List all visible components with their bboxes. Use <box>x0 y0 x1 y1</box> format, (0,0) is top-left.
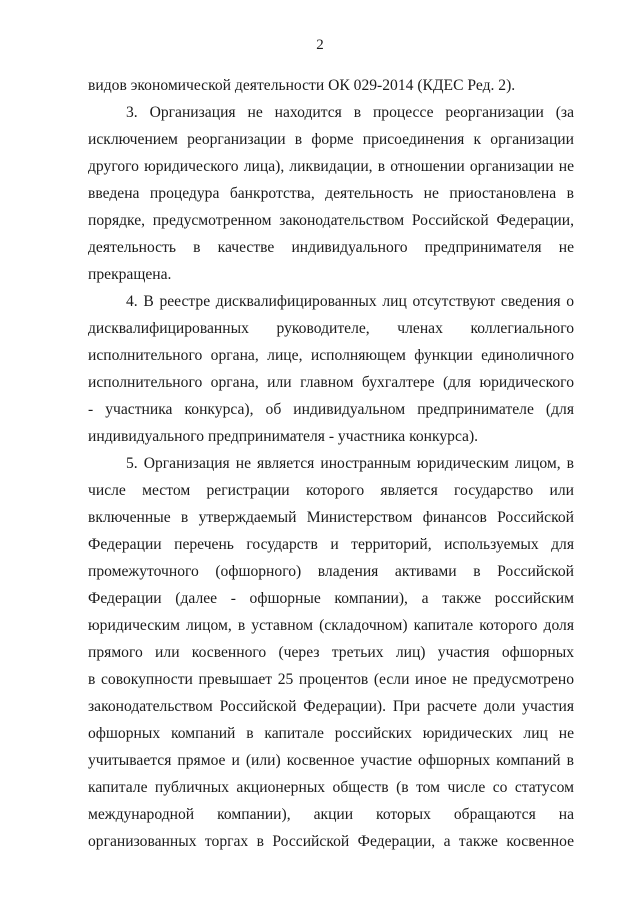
text-line: Федерации перечень государств и территорий, используемых для <box>88 536 574 553</box>
text-line: другого юридического лица), ликвидации, в отношении организации не <box>88 158 574 175</box>
text-line: - участника конкурса), об индивидуальном предпринимателе (для <box>88 401 574 418</box>
text-line: международной компании), акции которых обращаются на <box>88 806 574 823</box>
text-line: индивидуального предпринимателя - участника конкурса). <box>88 428 479 445</box>
text-line: исключением реорганизации в форме присоединения к организации <box>88 131 574 148</box>
text-line: исполнительного органа, лице, исполняющем функции единоличного <box>88 347 574 364</box>
text-line: 5. Организация не является иностранным юридическим лицом, в <box>126 455 574 472</box>
text-line: Федерации (далее - офшорные компании), а также российским <box>88 590 574 607</box>
text-line: прямого или косвенного (через третьих лиц) участия офшорных <box>88 644 574 661</box>
text-line: промежуточного (офшорного) владения активами в Российской <box>88 563 574 580</box>
text-line: видов экономической деятельности ОК 029-2014 (КДЕС Ред. 2). <box>88 77 516 94</box>
text-line: законодательством Российской Федерации). При расчете доли участия <box>88 698 574 715</box>
text-line: включенные в утверждаемый Министерством финансов Российской <box>88 509 574 526</box>
text-line: учитывается прямое и (или) косвенное участие офшорных компаний в <box>88 752 574 769</box>
page-number: 2 <box>316 37 324 53</box>
text-line: 3. Организация не находится в процессе реорганизации (за <box>126 104 574 121</box>
text-line: порядке, предусмотренном законодательством Российской Федерации, <box>88 212 574 229</box>
document-body <box>88 72 574 855</box>
text-line: в совокупности превышает 25 процентов (если иное не предусмотрено <box>88 671 574 688</box>
text-line: организованных торгах в Российской Федерации, а также косвенное <box>88 833 574 850</box>
text-line: 4. В реестре дисквалифицированных лиц отсутствуют сведения о <box>126 293 574 310</box>
text-line: юридическим лицом, в уставном (складочном) капитале которого доля <box>88 617 574 634</box>
text-line: исполнительного органа, или главном бухгалтере (для юридического <box>88 374 574 391</box>
text-line: прекращена. <box>88 266 172 283</box>
text-line: капитале публичных акционерных обществ (в том числе со статусом <box>88 779 574 796</box>
text-line: дисквалифицированных руководителе, членах коллегиального <box>88 320 574 337</box>
text-line: деятельность в качестве индивидуального предпринимателя не <box>88 239 574 256</box>
text-line: офшорных компаний в капитале российских юридических лиц не <box>88 725 574 742</box>
text-line: введена процедура банкротства, деятельность не приостановлена в <box>88 185 574 202</box>
text-line: числе местом регистрации которого является государство или <box>88 482 574 499</box>
